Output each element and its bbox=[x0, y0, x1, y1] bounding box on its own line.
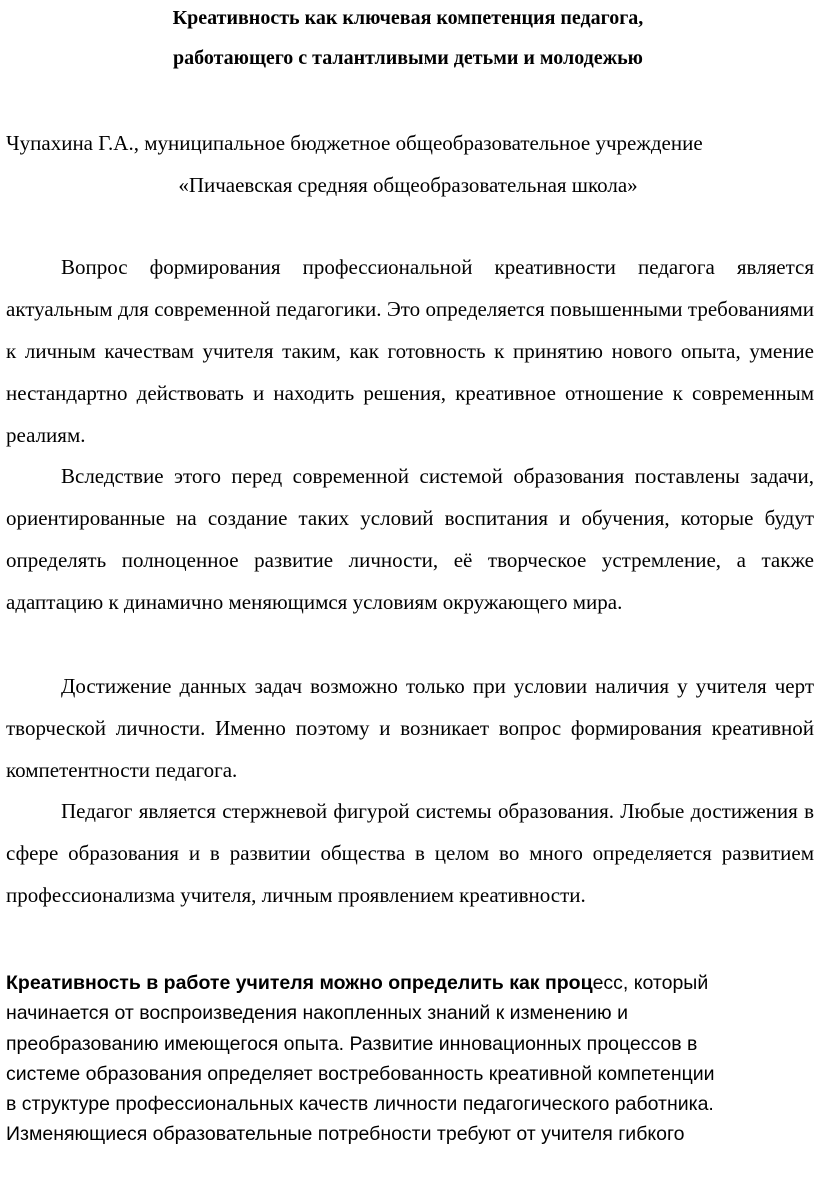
closing-line-3: преобразованию имеющегося опыта. Развитие инновационных процессов в bbox=[6, 1032, 698, 1055]
paragraph-3: Достижение данных задач возможно только при условии наличия у учителя черт творческой личности. Именно поэтому и возникает вопрос формирования креативной компетентности педагога. bbox=[6, 674, 814, 782]
closing-line-6: Изменяющиеся образовательные потребности требуют от учителя гибкого bbox=[6, 1123, 685, 1146]
author-line-2: «Пичаевская средняя общеобразовательная школа» bbox=[178, 173, 638, 197]
document-title-line-2: работающего с талантливыми детьми и молодежью bbox=[173, 47, 643, 69]
closing-paragraph bbox=[6, 968, 816, 1150]
closing-line-4: системе образования определяет востребованность креативной компетенции bbox=[6, 1062, 715, 1085]
closing-line-2: начинается от воспроизведения накопленных знаний к изменению и bbox=[6, 1002, 628, 1025]
document-title-line-1: Креативность как ключевая компетенция педагога, bbox=[172, 7, 644, 29]
closing-bold-lead: Креативность в работе учителя можно определить как проц bbox=[6, 972, 593, 994]
closing-line-5: в структуре профессиональных качеств личности педагогического работника. bbox=[6, 1093, 714, 1116]
closing-line-1-rest: есс, который bbox=[592, 972, 709, 994]
paragraph-1: Вопрос формирования профессиональной креативности педагога является актуальным для современной педагогики. Это определяется повышенными требованиями к личным качествам учителя таким, как готовность к принятию нового опыта, умение нестандартно действовать и находить решения, креативное отношение к современным реалиям. bbox=[6, 255, 814, 447]
author-line-1: Чупахина Г.А., муниципальное бюджетное общеобразовательное учреждение bbox=[6, 131, 703, 155]
paragraph-2: Вследствие этого перед современной системой образования поставлены задачи, ориентированные на создание таких условий воспитания и обучения, которые будут определять полноценное развитие личности, её творческое устремление, а также адаптацию к динамично меняющимся условиям окружающего мира. bbox=[6, 464, 814, 614]
paragraph-4: Педагог является стержневой фигурой системы образования. Любые достижения в сфере образования и в развитии общества в целом во много определяется развитием профессионализма учителя, личным проявлением креативности. bbox=[6, 799, 814, 907]
